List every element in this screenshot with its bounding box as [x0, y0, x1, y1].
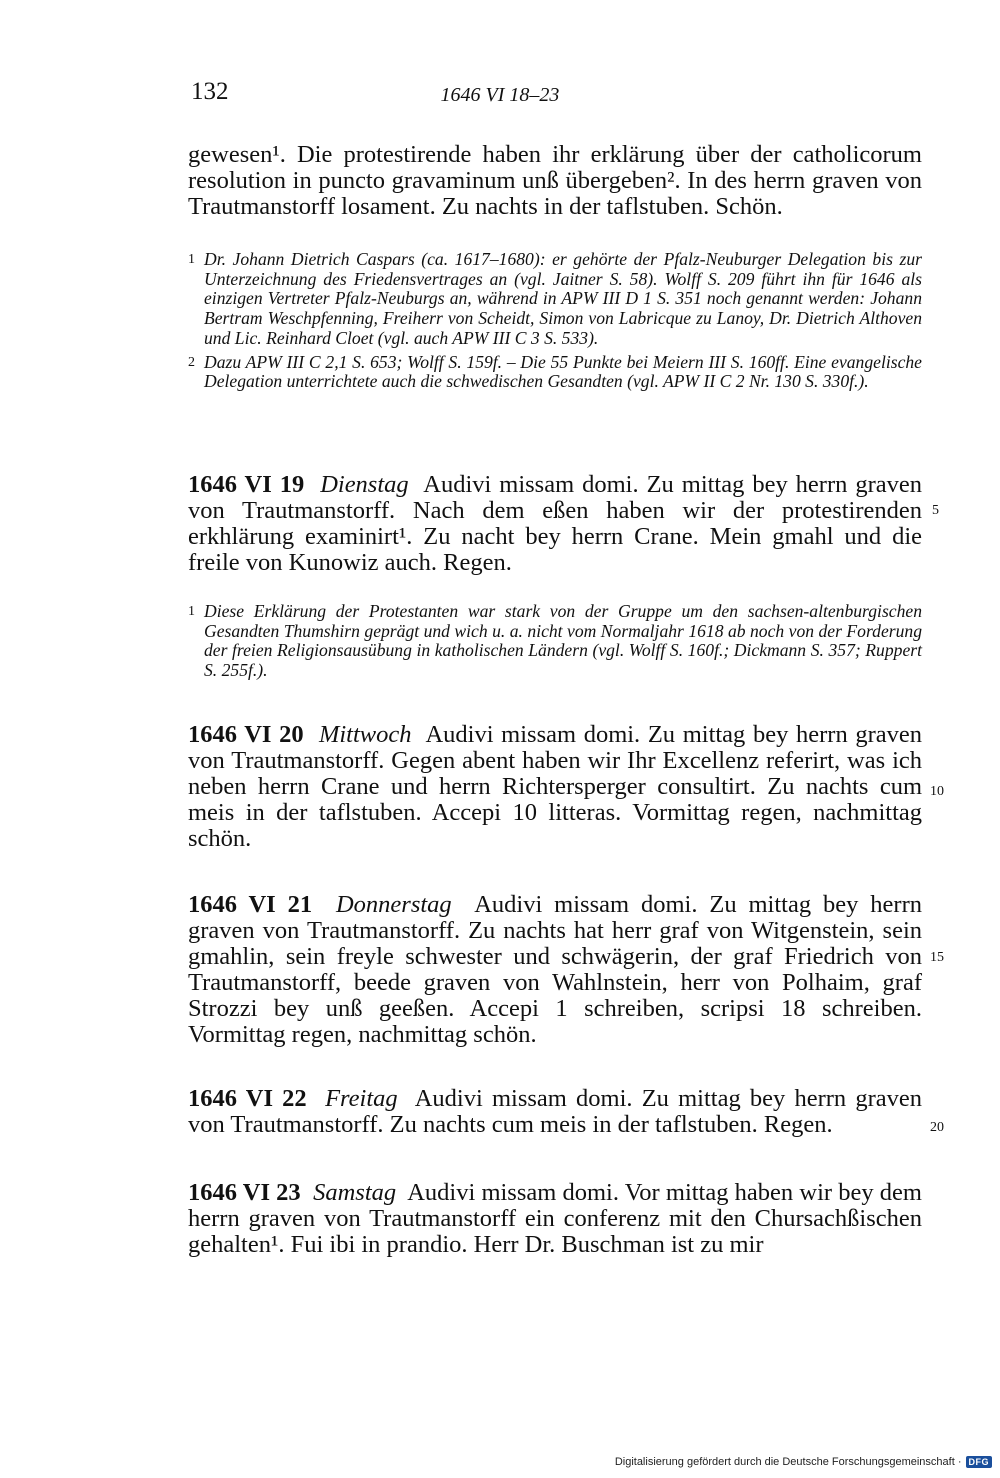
footnote-text: Dr. Johann Dietrich Caspars (ca. 1617–1680): er gehörte der Pfalz-Neuburger Delegation bis zur Unterzeichnung des Friedensvertrages an (vgl. Jaitner S. 58). Wolff S. 209 führt ihn für 1646 als einzigen Vertreter Pfalz-Neuburgs an, während in APW III D 1 S. 351 noch genannt werden: Johann Bertram Weschpfenning, Freiherr von Scheidt, Simon von Labricque zu Lanoy, Dr. Dietrich Althoven und Lic. Reinhard Cloet (vgl. auch APW III C 3 S. 533). — [204, 249, 922, 348]
entry-date: 1646 VI 20 — [188, 721, 304, 748]
line-number: 10 — [930, 784, 944, 799]
entry-text: gewesen¹. Die protestirende haben ihr erklärung über der catholicorum resolution in puncto gravaminum unß übergeben². In des herrn graven von Trautmanstorff losament. Zu nachts in der taflstuben. Schön. — [188, 141, 922, 220]
footnotes-1 — [188, 250, 922, 392]
dfg-logo: DFG — [966, 1456, 993, 1468]
footnote-text: Dazu APW III C 2,1 S. 653; Wolff S. 159f. – Die 55 Punkte bei Meiern III S. 160ff. Eine evangelische Delegation unterrichtete auch die schwedischen Gesandten (vgl. APW II C 2 Nr. 130 S. 330f.). — [204, 351, 922, 392]
entry-continuation — [188, 142, 922, 220]
footnote-mark: 2 — [188, 354, 195, 370]
entry-text: Audivi missam domi. Zu mittag bey herrn graven von Trautmanstorff. Nach dem eßen haben wir der protestirenden erkhlärung examinirt¹. Zu nacht bey herrn Crane. Mein gmahl und die freile von Kunowiz auch. Regen. — [188, 471, 922, 576]
entry-date: 1646 VI 23 — [188, 1179, 301, 1206]
footer-text: Digitalisierung gefördert durch die Deutsche Forschungsgemeinschaft · — [614, 1456, 962, 1468]
entry-weekday: Samstag — [313, 1179, 397, 1206]
entry-text: Audivi missam domi. Zu mittag bey herrn graven von Trautmanstorff. Gegen abent haben wir Ihr Excellenz referirt, was ich neben herrn Crane und herrn Richtersperger consultirt. Zu nachts cum meis in der taflstuben. Accepi 10 litteras. Vormittag regen, nachmittag schön. — [188, 721, 923, 852]
running-title: 1646 VI 18–23 — [440, 84, 560, 106]
entry-date: 1646 VI 22 — [188, 1085, 307, 1112]
page-number: 132 — [191, 78, 229, 105]
footnote-mark: 1 — [188, 252, 195, 267]
footnote — [188, 353, 922, 392]
line-number: 15 — [930, 950, 944, 965]
entry-date: 1646 VI 19 — [188, 471, 305, 498]
entry-weekday: Mittwoch — [318, 721, 412, 748]
digitization-footer — [615, 1456, 992, 1468]
line-number: 5 — [932, 503, 939, 518]
footnote-text: Diese Erklärung der Protestanten war stark von der Gruppe um den sachsen-altenburgischen Gesandten Thumshirn geprägt und wich u. a. nicht vom Normaljahr 1618 ab noch von der Forderung der freien Religionsausübung in katholischen Ländern (vgl. Wolff S. 160f.; Dickmann S. 357; Ruppert S. 255f.). — [204, 601, 922, 681]
entry-1646-vi-21 — [188, 892, 922, 1048]
entry-1646-vi-19 — [188, 472, 922, 576]
footnote-mark: 1 — [188, 604, 195, 619]
footnote — [188, 602, 922, 681]
entry-text: Audivi missam domi. Zu mittag bey herrn graven von Trautmanstorff. Zu nachts cum meis in der taflstuben. Regen. — [188, 1085, 922, 1138]
footnotes-2 — [188, 602, 922, 681]
entry-1646-vi-22 — [188, 1086, 922, 1138]
line-number: 20 — [930, 1120, 944, 1135]
entry-text: Audivi missam domi. Zu mittag bey herrn graven von Trautmanstorff. Zu nachts hat herr graf von Witgenstein, sein gmahlin, sein freyle schwester und schwägerin, der graf Friedrich von Trautmanstorff, beede graven von Wahlnstein, herr von Polhaim, graf Strozzi bey unß geeßen. Accepi 1 schreiben, scripsi 18 schreiben. Vormittag regen, nachmittag schön. — [188, 891, 923, 1048]
footnote — [188, 250, 922, 349]
entry-weekday: Donnerstag — [335, 891, 452, 918]
entry-1646-vi-20 — [188, 722, 922, 852]
entry-text: Audivi missam domi. Vor mittag haben wir bey dem herrn graven von Trautmanstorff ein conferenz mit den Chursachßischen gehalten¹. Fui ibi in prandio. Herr Dr. Buschman ist zu mir — [188, 1179, 922, 1258]
entry-1646-vi-23 — [188, 1180, 922, 1258]
entry-weekday: Freitag — [325, 1085, 398, 1112]
entry-date: 1646 VI 21 — [188, 891, 313, 918]
entry-weekday: Dienstag — [320, 471, 409, 498]
